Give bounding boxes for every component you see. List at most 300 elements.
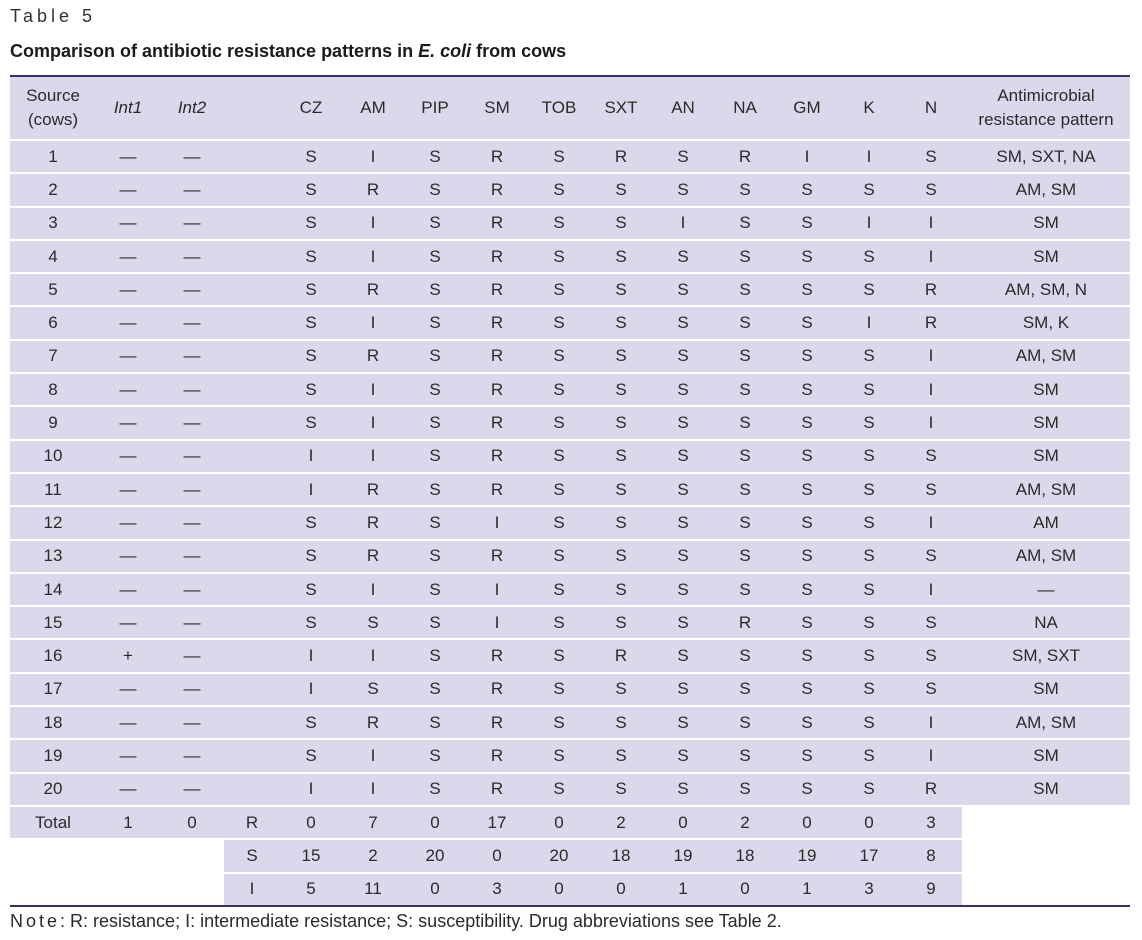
result-cell: I [370, 213, 376, 233]
result-cell: S [801, 446, 813, 466]
total-count-cell: 3 [838, 873, 900, 906]
result-cell: S [863, 446, 875, 466]
pattern-cell: SM [1033, 213, 1059, 233]
table-row [10, 673, 1130, 706]
result-cell: S [553, 279, 565, 299]
rsi-cell [224, 473, 280, 506]
table-row [10, 540, 1130, 573]
result-cell: S [429, 679, 441, 699]
result-cell: S [553, 346, 565, 366]
result-cell: S [925, 679, 937, 699]
result-cell: S [863, 779, 875, 799]
table-row [10, 140, 1130, 173]
result-cell: R [614, 146, 628, 166]
pattern-cell: SM [1033, 779, 1059, 799]
rsi-cell [224, 673, 280, 706]
result-cell: R [490, 213, 504, 233]
pattern-cell: SM [1033, 246, 1059, 266]
result-cell: I [866, 146, 872, 166]
source-cell: 8 [48, 379, 58, 399]
int1-cell: — [119, 179, 137, 199]
total-count-cell: 0 [776, 806, 838, 839]
result-cell: S [305, 413, 317, 433]
result-cell: S [615, 413, 627, 433]
int1-cell: — [119, 612, 137, 632]
result-cell: I [370, 779, 376, 799]
header-resistance-pattern: Antimicrobial resistance pattern [978, 86, 1114, 129]
result-cell: S [615, 213, 627, 233]
pattern-cell: SM, K [1022, 313, 1070, 333]
table-row [10, 207, 1130, 240]
header-drug-tob: TOB [541, 98, 577, 117]
result-cell: S [429, 745, 441, 765]
pattern-cell: AM, SM [1015, 546, 1077, 566]
source-cell: 20 [43, 779, 63, 799]
int2-cell: — [183, 646, 201, 666]
total-category-label: S [224, 839, 280, 872]
int1-cell: — [119, 279, 137, 299]
blank-cell [10, 839, 96, 872]
result-cell: S [615, 479, 627, 499]
total-count-cell: 2 [342, 839, 404, 872]
int2-cell: — [183, 146, 201, 166]
table-row [10, 573, 1130, 606]
result-cell: I [494, 512, 500, 532]
resistance-table [10, 75, 1130, 907]
table-note [10, 911, 782, 932]
result-cell: S [615, 512, 627, 532]
result-cell: R [490, 246, 504, 266]
result-cell: S [615, 313, 627, 333]
total-count-cell: 19 [652, 839, 714, 872]
result-cell: R [614, 646, 628, 666]
result-cell: S [863, 479, 875, 499]
header-drug-na: NA [733, 98, 757, 117]
result-cell: S [801, 579, 813, 599]
pattern-cell: SM [1033, 745, 1059, 765]
result-cell: I [928, 712, 934, 732]
result-cell: S [801, 779, 813, 799]
result-cell: S [677, 546, 689, 566]
result-cell: S [925, 479, 937, 499]
int1-cell: — [119, 679, 137, 699]
total-count-cell: 2 [714, 806, 776, 839]
caption-organism: E. coli [418, 41, 472, 61]
result-cell: I [370, 246, 376, 266]
total-count-cell: 1 [652, 873, 714, 906]
total-count-cell: 0 [404, 873, 466, 906]
result-cell: S [429, 646, 441, 666]
result-cell: S [801, 512, 813, 532]
table-row [10, 306, 1130, 339]
result-cell: S [801, 213, 813, 233]
result-cell: S [863, 279, 875, 299]
caption-text-after: from cows [471, 41, 567, 61]
result-cell: S [677, 479, 689, 499]
int1-cell: — [119, 779, 137, 799]
result-cell: S [801, 313, 813, 333]
result-cell: R [924, 313, 938, 333]
result-cell: S [615, 246, 627, 266]
result-cell: S [553, 446, 565, 466]
result-cell: S [801, 413, 813, 433]
result-cell: R [490, 413, 504, 433]
result-cell: S [553, 546, 565, 566]
source-cell: 9 [48, 413, 58, 433]
result-cell: S [677, 346, 689, 366]
int2-cell: — [183, 179, 201, 199]
rsi-cell [224, 173, 280, 206]
result-cell: S [429, 279, 441, 299]
total-count-cell: 8 [900, 839, 962, 872]
result-cell: I [928, 213, 934, 233]
result-cell: I [928, 579, 934, 599]
result-cell: S [677, 279, 689, 299]
result-cell: I [494, 612, 500, 632]
result-cell: S [615, 346, 627, 366]
result-cell: I [680, 213, 686, 233]
blank-cell [962, 839, 1130, 872]
total-count-cell: 18 [714, 839, 776, 872]
result-cell: R [490, 346, 504, 366]
result-cell: S [863, 379, 875, 399]
result-cell: S [429, 479, 441, 499]
result-cell: S [367, 679, 379, 699]
total-count-cell: 19 [776, 839, 838, 872]
result-cell: I [928, 379, 934, 399]
total-count-cell: 5 [280, 873, 342, 906]
rsi-cell [224, 306, 280, 339]
pattern-cell: AM, SM [1015, 346, 1077, 366]
blank-cell [962, 873, 1130, 906]
result-cell: R [490, 679, 504, 699]
result-cell: S [739, 413, 751, 433]
source-cell: 11 [44, 479, 62, 499]
header-rsi [224, 76, 280, 140]
blank-cell [96, 873, 160, 906]
int1-cell: — [119, 446, 137, 466]
result-cell: S [615, 379, 627, 399]
result-cell: S [429, 179, 441, 199]
result-cell: S [615, 612, 627, 632]
source-cell: 13 [43, 546, 63, 566]
result-cell: S [925, 612, 937, 632]
rsi-cell [224, 340, 280, 373]
total-count-cell: 9 [900, 873, 962, 906]
result-cell: S [305, 612, 317, 632]
int1-cell: — [119, 213, 137, 233]
result-cell: S [553, 213, 565, 233]
table-row [10, 773, 1130, 806]
result-cell: I [494, 579, 500, 599]
result-cell: S [739, 712, 751, 732]
result-cell: I [370, 446, 376, 466]
pattern-cell: SM [1033, 413, 1059, 433]
result-cell: S [801, 612, 813, 632]
result-cell: S [553, 712, 565, 732]
note-text: : R: resistance; I: intermediate resistance; S: susceptibility. Drug abbreviations see Table 2. [60, 911, 782, 931]
result-cell: S [305, 246, 317, 266]
result-cell: R [924, 779, 938, 799]
result-cell: I [308, 679, 314, 699]
source-cell: 17 [43, 679, 63, 699]
result-cell: R [366, 279, 380, 299]
result-cell: R [366, 712, 380, 732]
result-cell: R [490, 146, 504, 166]
result-cell: S [739, 546, 751, 566]
result-cell: S [863, 745, 875, 765]
header-int1: Int1 [113, 98, 143, 117]
total-row-s [10, 839, 1130, 872]
result-cell: I [804, 146, 810, 166]
rsi-cell [224, 639, 280, 672]
result-cell: S [863, 646, 875, 666]
result-cell: S [305, 579, 317, 599]
result-cell: S [801, 712, 813, 732]
source-cell: 2 [48, 179, 58, 199]
result-cell: S [739, 446, 751, 466]
total-count-cell: 0 [590, 873, 652, 906]
result-cell: S [801, 679, 813, 699]
result-cell: S [801, 546, 813, 566]
total-count-cell: 0 [466, 839, 528, 872]
result-cell: S [553, 413, 565, 433]
result-cell: R [738, 146, 752, 166]
header-drug-sxt: SXT [604, 98, 638, 117]
result-cell: S [305, 745, 317, 765]
result-cell: S [863, 579, 875, 599]
int1-cell: — [119, 413, 137, 433]
result-cell: S [615, 745, 627, 765]
int2-cell: — [183, 413, 201, 433]
result-cell: R [924, 279, 938, 299]
pattern-cell: SM [1033, 379, 1059, 399]
result-cell: S [553, 612, 565, 632]
int1-cell: — [119, 146, 137, 166]
result-cell: S [615, 179, 627, 199]
result-cell: S [615, 779, 627, 799]
result-cell: I [308, 779, 314, 799]
result-cell: S [863, 512, 875, 532]
result-cell: S [863, 546, 875, 566]
result-cell: S [615, 446, 627, 466]
table-row [10, 473, 1130, 506]
result-cell: S [739, 246, 751, 266]
rsi-cell [224, 706, 280, 739]
result-cell: S [925, 146, 937, 166]
source-cell: 14 [43, 579, 63, 599]
result-cell: S [739, 579, 751, 599]
total-count-cell: 20 [404, 839, 466, 872]
table-row [10, 173, 1130, 206]
header-drug-n: N [924, 98, 938, 117]
total-count-cell: 18 [590, 839, 652, 872]
caption-text-before: Comparison of antibiotic resistance patterns in [10, 41, 419, 61]
rsi-cell [224, 440, 280, 473]
table-row [10, 273, 1130, 306]
pattern-cell: AM, SM, N [1004, 279, 1088, 299]
int1-cell: — [119, 712, 137, 732]
result-cell: S [615, 579, 627, 599]
note-label: Note [10, 911, 61, 931]
rsi-cell [224, 207, 280, 240]
result-cell: R [490, 446, 504, 466]
result-cell: S [801, 346, 813, 366]
result-cell: S [429, 379, 441, 399]
result-cell: S [925, 646, 937, 666]
result-cell: S [801, 479, 813, 499]
source-cell: 16 [43, 646, 63, 666]
int1-cell: + [123, 646, 133, 666]
result-cell: I [928, 246, 934, 266]
int1-cell: — [119, 479, 137, 499]
result-cell: S [925, 446, 937, 466]
result-cell: R [490, 279, 504, 299]
rsi-cell [224, 406, 280, 439]
total-count-cell: 11 [342, 873, 404, 906]
blank-cell [160, 839, 224, 872]
pattern-cell: SM [1033, 679, 1059, 699]
result-cell: S [553, 146, 565, 166]
result-cell: I [370, 146, 376, 166]
result-cell: S [429, 213, 441, 233]
rsi-cell [224, 506, 280, 539]
table-row [10, 340, 1130, 373]
total-row-i [10, 873, 1130, 906]
total-count-cell: 0 [528, 806, 590, 839]
result-cell: I [308, 479, 314, 499]
result-cell: R [366, 512, 380, 532]
result-cell: S [305, 213, 317, 233]
result-cell: S [739, 379, 751, 399]
pattern-cell: NA [1034, 612, 1058, 632]
int2-cell: — [183, 779, 201, 799]
result-cell: S [739, 679, 751, 699]
int1-cell: — [119, 579, 137, 599]
int2-cell: — [183, 246, 201, 266]
result-cell: I [370, 579, 376, 599]
result-cell: I [308, 446, 314, 466]
int2-cell: — [183, 579, 201, 599]
result-cell: S [863, 679, 875, 699]
result-cell: R [738, 612, 752, 632]
total-count-cell: 20 [528, 839, 590, 872]
result-cell: S [677, 779, 689, 799]
result-cell: S [677, 679, 689, 699]
table-row [10, 440, 1130, 473]
total-count-cell: 0 [528, 873, 590, 906]
total-count-cell: 2 [590, 806, 652, 839]
table-row [10, 706, 1130, 739]
result-cell: S [677, 512, 689, 532]
result-cell: R [366, 179, 380, 199]
result-cell: S [677, 313, 689, 333]
result-cell: I [928, 745, 934, 765]
result-cell: S [739, 346, 751, 366]
result-cell: S [429, 546, 441, 566]
int1-cell: — [119, 346, 137, 366]
pattern-cell: SM [1033, 446, 1059, 466]
header-drug-gm: GM [793, 98, 821, 117]
result-cell: S [739, 279, 751, 299]
total-int1: 1 [96, 806, 160, 839]
header-drug-cz: CZ [299, 98, 323, 117]
table-caption [10, 41, 566, 62]
pattern-cell: SM, SXT [1011, 646, 1080, 666]
result-cell: S [739, 646, 751, 666]
source-cell: 3 [48, 213, 58, 233]
result-cell: I [866, 213, 872, 233]
result-cell: S [677, 413, 689, 433]
result-cell: S [925, 179, 937, 199]
blank-cell [160, 873, 224, 906]
int2-cell: — [183, 279, 201, 299]
result-cell: S [677, 579, 689, 599]
rsi-cell [224, 773, 280, 806]
result-cell: I [928, 413, 934, 433]
table-row [10, 240, 1130, 273]
table-row [10, 639, 1130, 672]
pattern-cell: AM, SM [1015, 479, 1077, 499]
result-cell: I [928, 512, 934, 532]
pattern-cell: — [1037, 579, 1055, 599]
result-cell: S [553, 779, 565, 799]
total-category-label: I [224, 873, 280, 906]
total-count-cell: 15 [280, 839, 342, 872]
pattern-cell: AM, SM [1015, 712, 1077, 732]
table-row [10, 606, 1130, 639]
header-drug-am: AM [360, 98, 386, 117]
blank-cell [96, 839, 160, 872]
table-number-label: Table 5 [10, 6, 97, 26]
result-cell: S [553, 379, 565, 399]
result-cell: S [429, 579, 441, 599]
result-cell: I [308, 646, 314, 666]
int2-cell: — [183, 745, 201, 765]
rsi-cell [224, 240, 280, 273]
result-cell: S [677, 612, 689, 632]
source-cell: 7 [48, 346, 58, 366]
result-cell: R [490, 779, 504, 799]
result-cell: I [370, 745, 376, 765]
result-cell: S [305, 346, 317, 366]
result-cell: S [677, 179, 689, 199]
table-row [10, 373, 1130, 406]
header-drug-sm: SM [484, 98, 510, 117]
table-body [10, 140, 1130, 906]
result-cell: S [739, 313, 751, 333]
result-cell: R [490, 712, 504, 732]
table-row [10, 506, 1130, 539]
result-cell: S [305, 546, 317, 566]
int2-cell: — [183, 379, 201, 399]
result-cell: S [305, 179, 317, 199]
result-cell: S [553, 479, 565, 499]
result-cell: S [553, 679, 565, 699]
result-cell: I [370, 646, 376, 666]
result-cell: R [490, 745, 504, 765]
result-cell: S [801, 279, 813, 299]
source-cell: 15 [43, 612, 63, 632]
result-cell: S [553, 246, 565, 266]
result-cell: S [739, 512, 751, 532]
result-cell: R [366, 346, 380, 366]
int1-cell: — [119, 546, 137, 566]
result-cell: S [553, 179, 565, 199]
result-cell: R [490, 479, 504, 499]
int2-cell: — [183, 479, 201, 499]
source-cell: 12 [43, 512, 63, 532]
